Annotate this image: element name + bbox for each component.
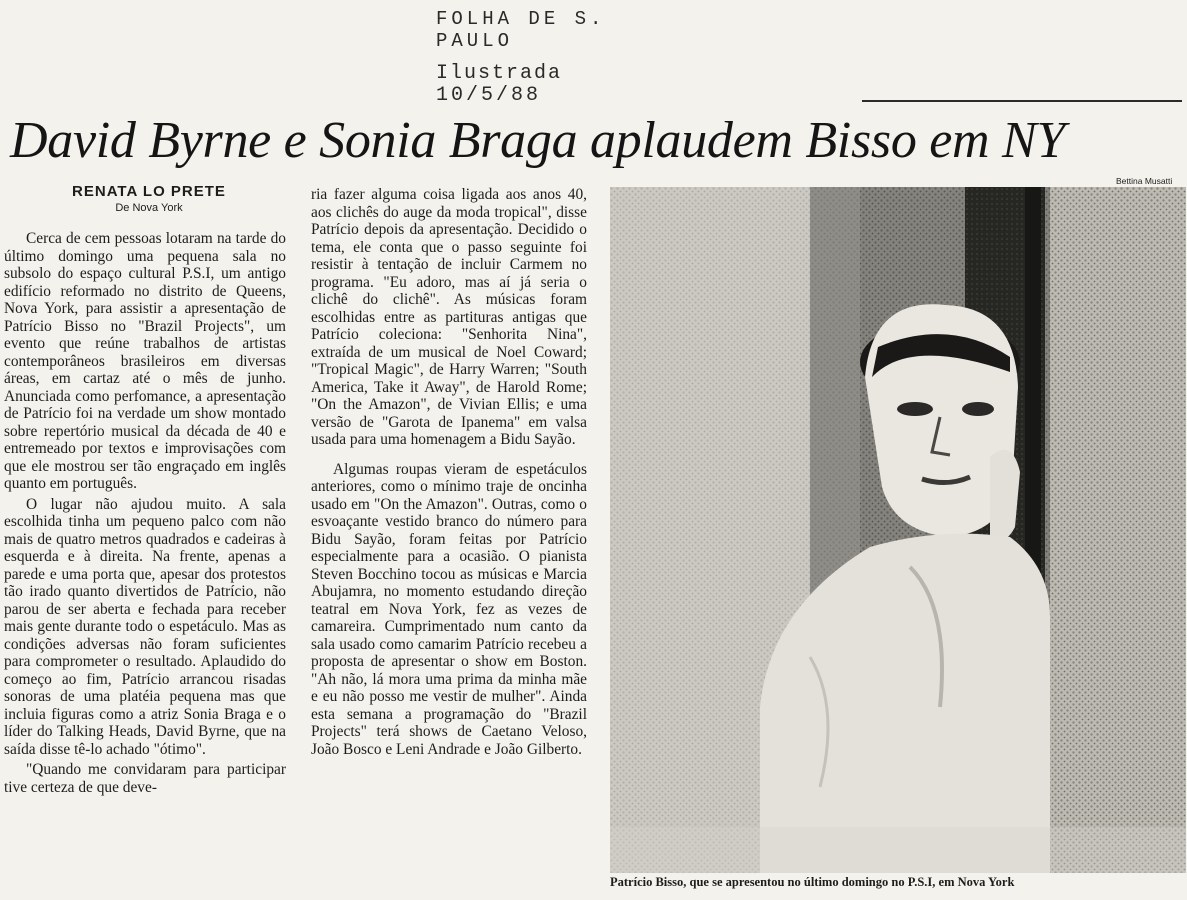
paragraph: O lugar não ajudou muito. A sala escolhida tinha um pequeno palco com não mais de quatro metros quadrados e cadeiras à esquerda e à direita. Na frente, apenas a parede e uma porta que, apesar dos protestos tão irado quanto divertidos de Patrício, não parou de ser aberta e fechada para receber mais gente durante todo o espetáculo. Mas as condições adversas não foram suficientes para comprometer o resultado. Aplaudido do começo ao fim, Patrício arrancou risadas sonoras de uma platéia pequena mas que incluia figuras como a atriz Sonia Braga e o líder do Talking Heads, David Byrne, que na saída disse tê-lo achado "ótimo". (4, 495, 286, 758)
paragraph: Cerca de cem pessoas lotaram na tarde do último domingo uma pequena sala no subsolo do espaço cultural P.S.I, um antigo edifício reformado no distrito de Queens, Nova York, para assistir a apresentação de Patrício Bisso no "Brazil Projects", um evento que reúne trabalhos de artistas contemporâneos brasileiros em diversas áreas, em cartaz até o mês de junho. Anunciada como perfomance, a apresentação de Patrício foi na verdade um show montado sobre repertório musical da década de 40 e entremeado por textos e improvisações com que ele mostrou ser tão engraçado em inglês quanto em português. (4, 230, 286, 492)
photo-caption: Patrício Bisso, que se apresentou no último domingo no P.S.I, em Nova York (610, 875, 1015, 889)
paragraph: "Quando me convidaram para participar tive certeza de que deve- (4, 761, 286, 796)
article-column-1 (4, 230, 286, 796)
article-headline: David Byrne e Sonia Braga aplaudem Bisso em NY (10, 112, 1065, 169)
paragraph: ria fazer alguma coisa ligada aos anos 40, aos clichês do auge da moda tropical", disse Patrício depois da apresentação. Decidido o tema, ele conta que o passo seguinte foi resistir à tentação de incluir Carmem no programa. "Eu adoro, mas aí já seria o clichê do clichê". As músicas foram escolhidas entre as partituras antigas que Patrício coleciona: "Senhorita Nina", extraída de um musical de Noel Coward; "Tropical Magic", de Harry Warren; "South America, Take it Away", de Harold Rome; "On the Amazon", de Vivian Ellis; e uma versão de "Garota de Ipanema" em valsa usada para uma homenagem a Bidu Sayão. (311, 186, 587, 448)
article-column-2 (311, 186, 587, 758)
article-photo (610, 187, 1186, 873)
photo-credit: Bettina Musatti (1116, 176, 1173, 186)
clipping-header (436, 8, 696, 107)
paragraph: Algumas roupas vieram de espetáculos anteriores, como o mínimo traje de oncinha usado em "On the Amazon". Outras, como o esvoaçante vestido branco do número para Bidu Sayão, foram feitas por Patrício especialmente para a ocasião. O pianista Steven Bocchino tocou as músicas e Marcia Abujamra, no momento estudando direção teatral em Nova York, fez as vezes de camareira. Cumprimentado num canto da sala usado como camarim Patrício recebeu a proposta de apresentar o show em Boston. "Ah não, lá mora uma prima da minha mãe e eu não posso me vestir de mulher". Ainda esta semana a programação do "Brazil Projects" terá shows de Caetano Veloso, João Bosco e Leni Andrade e João Gilberto. (311, 460, 587, 758)
portrait-image (610, 187, 1186, 873)
clipping-date: 10/5/88 (436, 84, 542, 107)
byline: RENATA LO PRETE (72, 183, 226, 200)
newspaper-name: FOLHA DE S. PAULO (436, 8, 606, 52)
dateline: De Nova York (115, 202, 183, 214)
header-rule (862, 100, 1182, 102)
byline-block (14, 183, 284, 214)
section-name: Ilustrada (436, 62, 563, 85)
